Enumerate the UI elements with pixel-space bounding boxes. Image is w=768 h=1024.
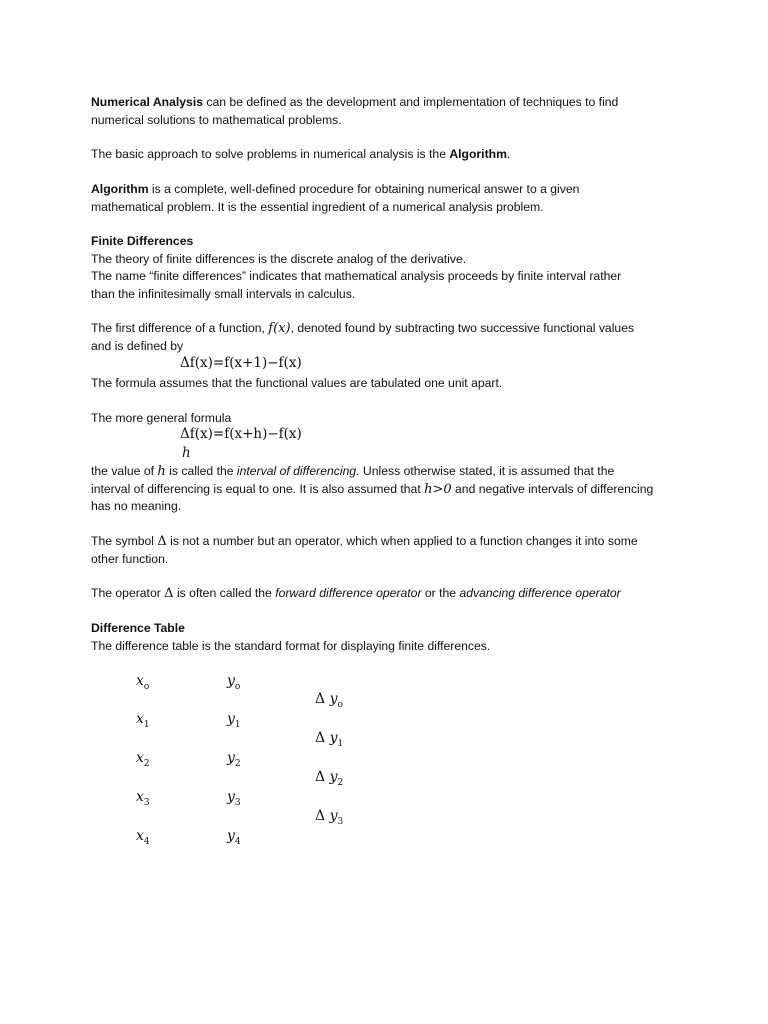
intro-text-line2: numerical solutions to mathematical problems.	[91, 112, 342, 127]
table-cell-delta-y2	[315, 769, 343, 788]
general-formula-denominator	[182, 445, 191, 461]
interval-paragraph	[91, 463, 691, 516]
x-sub: 4	[143, 836, 150, 847]
formula-text: Δf(x)=f(x+1)−f(x)	[180, 355, 302, 371]
term-algorithm: Algorithm	[449, 147, 507, 161]
operator-paragraph	[91, 585, 691, 603]
delta-symbol: Δ	[157, 534, 167, 549]
x-var: x	[136, 828, 144, 844]
term-forward-difference-operator: forward difference operator	[275, 586, 422, 600]
table-cell-x1	[136, 711, 150, 730]
table-cell-delta-y3	[315, 808, 343, 827]
interval-text-a: the value of	[91, 464, 158, 478]
algorithm-paragraph	[91, 181, 691, 216]
x-sub: o	[143, 681, 150, 692]
term-advancing-difference-operator: advancing difference operator	[459, 586, 621, 600]
term-algorithm-def: Algorithm	[91, 182, 149, 196]
fd-calculus-text: than the infinitesimally small intervals in calculus.	[91, 286, 356, 301]
y-sub: 3	[234, 797, 241, 808]
delta-sub: 3	[337, 816, 344, 827]
interval-line3: has no meaning.	[91, 499, 182, 513]
section-heading-difference-table: Difference Table	[91, 621, 185, 635]
approach-paragraph	[91, 146, 691, 164]
y-var: y	[227, 711, 235, 727]
general-formula-intro-text: The more general formula	[91, 411, 232, 425]
interval-line2-b: and negative intervals of differencing	[451, 481, 654, 496]
delta-var: y	[329, 691, 338, 707]
first-difference-formula	[180, 355, 302, 371]
term-numerical-analysis: Numerical Analysis	[91, 95, 203, 109]
y-var: y	[227, 828, 235, 844]
first-diff-text: The first difference of a function,	[91, 321, 269, 335]
table-cell-delta-y1	[315, 730, 343, 749]
table-cell-delta-y0	[315, 691, 343, 710]
denominator-h: h	[182, 445, 191, 461]
section-heading-finite-differences: Finite Differences	[91, 234, 194, 248]
defined-by-text: and is defined by	[91, 338, 184, 353]
table-cell-y3	[227, 789, 241, 808]
fd-name-text: The name “finite differences” indicates that mathematical analysis proceeds by finite interval rather	[91, 269, 622, 283]
table-cell-y1	[227, 711, 241, 730]
y-var: y	[227, 789, 235, 805]
table-cell-y2	[227, 750, 241, 769]
table-cell-x2	[136, 750, 150, 769]
delta-sym: Δ	[315, 808, 326, 824]
general-formula	[180, 426, 302, 442]
h-greater-zero: h>0	[424, 481, 452, 497]
fd-theory-rest: is the discrete analog of the derivative.	[254, 251, 467, 266]
table-cell-y0	[227, 673, 240, 692]
y-sub: o	[234, 681, 241, 692]
difference-table-section	[91, 620, 691, 655]
fd-theory-text: The theory of finite differences	[91, 251, 255, 266]
symbol-text-b: is not a number but an operator, which when applied to a function changes it into some	[166, 534, 638, 548]
first-difference-paragraph	[91, 320, 691, 355]
y-sub: 1	[234, 719, 241, 730]
table-cell-x4	[136, 828, 150, 847]
approach-period: .	[506, 147, 511, 161]
symbol-paragraph	[91, 533, 691, 568]
delta-sub: 1	[337, 738, 344, 749]
term-interval-of-differencing: interval of differencing	[236, 464, 357, 478]
difference-table-desc: The difference table is the standard format for displaying finite differences.	[91, 638, 491, 653]
table-cell-x3	[136, 789, 150, 808]
table-cell-y4	[227, 828, 241, 847]
interval-line2-a: interval of differencing is equal to one. It is also assumed that	[91, 481, 425, 496]
delta-sym: Δ	[315, 691, 326, 707]
algorithm-text-line2: mathematical problem. It is the essential ingredient of a numerical analysis problem.	[91, 199, 544, 214]
x-sub: 3	[143, 797, 150, 808]
delta-sub: 2	[337, 777, 344, 788]
x-sub: 2	[143, 758, 150, 769]
operator-text-c: or the	[421, 586, 460, 600]
tabulated-note-text: The formula assumes that the functional values are tabulated one unit apart.	[91, 376, 503, 390]
interval-text-c: . Unless otherwise stated, it is assumed that the	[356, 464, 615, 478]
first-diff-text-rest: , denoted found by subtracting two successive functional values	[290, 321, 635, 335]
x-var: x	[136, 711, 144, 727]
delta-var: y	[329, 730, 338, 746]
delta-sub: o	[337, 699, 343, 710]
y-var: y	[227, 750, 235, 766]
general-formula-intro	[91, 410, 691, 428]
finite-differences-section	[91, 233, 691, 303]
delta-var: y	[329, 808, 338, 824]
x-var: x	[136, 750, 144, 766]
delta-sym: Δ	[315, 730, 326, 746]
y-sub: 4	[234, 836, 241, 847]
symbol-text-c: other function.	[91, 551, 169, 566]
operator-text-a: The operator	[91, 586, 165, 600]
var-h: h	[157, 464, 166, 479]
x-var: x	[136, 673, 144, 689]
intro-paragraph	[91, 94, 691, 129]
y-var: y	[227, 673, 235, 689]
y-sub: 2	[234, 758, 241, 769]
x-var: x	[136, 789, 144, 805]
general-formula-text: Δf(x)=f(x+h)−f(x)	[180, 426, 302, 442]
delta-var: y	[329, 769, 338, 785]
delta-sym: Δ	[315, 769, 326, 785]
table-cell-x0	[136, 673, 149, 692]
symbol-text-a: The symbol	[91, 534, 158, 548]
function-fx: f(x)	[268, 321, 291, 336]
x-sub: 1	[143, 719, 150, 730]
tabulated-note	[91, 375, 691, 393]
interval-text-b: is called the	[165, 464, 237, 478]
intro-text: can be defined as the development and implementation of techniques to find	[203, 95, 619, 109]
operator-delta-symbol: Δ	[164, 586, 174, 601]
operator-text-b: is often called the	[173, 586, 276, 600]
approach-text: The basic approach to solve problems in numerical analysis is the	[91, 147, 450, 161]
algorithm-text: is a complete, well-defined procedure for obtaining numerical answer to a given	[148, 182, 580, 196]
